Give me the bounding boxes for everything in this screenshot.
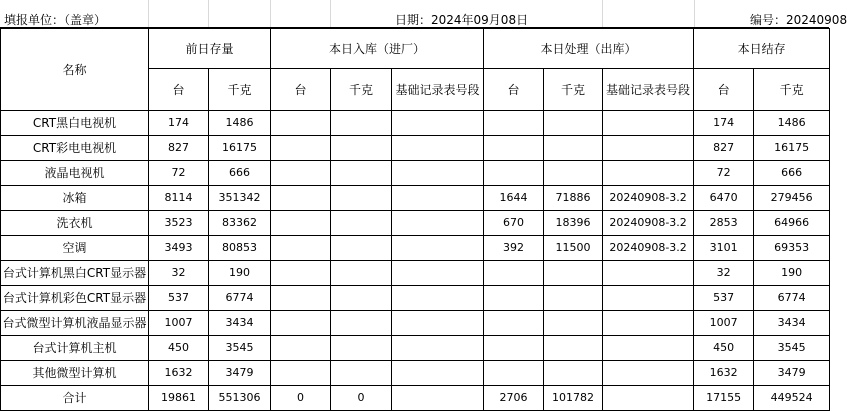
cell-out-rec[interactable]: 20240908-3.2	[603, 211, 694, 236]
cell-prev-tai[interactable]: 3523	[149, 211, 209, 236]
cell-in-kg[interactable]: 0	[331, 386, 392, 411]
column-header-kg: 千克	[754, 69, 830, 111]
table-row	[1, 286, 830, 311]
cell-prev-kg[interactable]: 351342	[209, 186, 271, 211]
cell-out-rec[interactable]	[603, 286, 694, 311]
table-row	[1, 336, 830, 361]
cell-prev-tai[interactable]: 72	[149, 161, 209, 186]
cell-bal-kg[interactable]: 3479	[754, 361, 830, 386]
gridline	[694, 0, 695, 28]
cell-name[interactable]: 空调	[1, 236, 149, 261]
cell-prev-kg[interactable]: 6774	[209, 286, 271, 311]
report-header	[0, 0, 847, 28]
cell-in-kg[interactable]	[331, 161, 392, 186]
total-row	[1, 386, 830, 411]
cell-bal-kg[interactable]: 449524	[754, 386, 830, 411]
reporting-unit-label: 填报单位：（盖章）	[4, 13, 107, 27]
cell-out-rec[interactable]	[603, 136, 694, 161]
cell-out-kg[interactable]: 18396	[544, 211, 603, 236]
cell-bal-kg[interactable]: 6774	[754, 286, 830, 311]
column-group-inbound: 本日入库（进厂）	[271, 29, 484, 69]
cell-in-kg[interactable]	[331, 211, 392, 236]
report-date: 日期：2024年09月08日	[395, 13, 529, 27]
cell-out-tai[interactable]	[484, 311, 544, 336]
cell-in-kg[interactable]	[331, 186, 392, 211]
table-row	[1, 236, 830, 261]
cell-prev-tai[interactable]: 174	[149, 111, 209, 136]
column-header-units: 台	[484, 69, 544, 111]
table-body	[1, 29, 830, 411]
cell-name[interactable]: 台式计算机主机	[1, 336, 149, 361]
cell-bal-kg[interactable]: 190	[754, 261, 830, 286]
cell-out-kg[interactable]: 11500	[544, 236, 603, 261]
column-header-kg: 千克	[331, 69, 392, 111]
cell-name[interactable]: CRT彩电电视机	[1, 136, 149, 161]
cell-prev-kg[interactable]: 83362	[209, 211, 271, 236]
cell-out-tai[interactable]	[484, 111, 544, 136]
cell-out-tai[interactable]	[484, 161, 544, 186]
column-header-record-range: 基础记录表号段	[603, 69, 694, 111]
cell-out-tai[interactable]	[484, 336, 544, 361]
cell-in-kg[interactable]	[331, 111, 392, 136]
cell-prev-tai[interactable]: 827	[149, 136, 209, 161]
cell-prev-tai[interactable]: 1007	[149, 311, 209, 336]
cell-bal-tai[interactable]: 72	[694, 161, 754, 186]
table-row	[1, 161, 830, 186]
report-code: 编号：20240908	[750, 13, 847, 27]
cell-out-tai[interactable]: 392	[484, 236, 544, 261]
cell-prev-kg[interactable]: 80853	[209, 236, 271, 261]
cell-out-kg[interactable]	[544, 361, 603, 386]
cell-in-kg[interactable]	[331, 261, 392, 286]
cell-in-tai[interactable]	[271, 111, 331, 136]
cell-in-kg[interactable]	[331, 236, 392, 261]
cell-prev-kg[interactable]: 3434	[209, 311, 271, 336]
cell-name[interactable]: 台式微型计算机液晶显示器	[1, 311, 149, 336]
cell-in-kg[interactable]	[331, 286, 392, 311]
cell-prev-kg[interactable]: 190	[209, 261, 271, 286]
cell-prev-kg[interactable]: 16175	[209, 136, 271, 161]
cell-out-rec[interactable]	[603, 111, 694, 136]
cell-bal-tai[interactable]: 6470	[694, 186, 754, 211]
cell-prev-tai[interactable]: 8114	[149, 186, 209, 211]
cell-out-rec[interactable]	[603, 336, 694, 361]
column-group-prev-stock: 前日存量	[149, 29, 271, 69]
cell-out-tai[interactable]: 670	[484, 211, 544, 236]
cell-out-tai[interactable]: 1644	[484, 186, 544, 211]
cell-name[interactable]: 其他微型计算机	[1, 361, 149, 386]
cell-prev-tai[interactable]: 450	[149, 336, 209, 361]
cell-in-kg[interactable]	[331, 361, 392, 386]
column-group-balance: 本日结存	[694, 29, 830, 69]
cell-out-rec[interactable]	[603, 261, 694, 286]
cell-prev-tai[interactable]: 19861	[149, 386, 209, 411]
cell-in-tai[interactable]	[271, 136, 331, 161]
column-group-processed: 本日处理（出库）	[484, 29, 694, 69]
cell-bal-tai[interactable]: 537	[694, 286, 754, 311]
cell-out-kg[interactable]	[544, 161, 603, 186]
cell-in-tai[interactable]	[271, 161, 331, 186]
cell-out-tai[interactable]	[484, 261, 544, 286]
cell-out-rec[interactable]	[603, 386, 694, 411]
table-row	[1, 186, 830, 211]
cell-prev-kg[interactable]: 3545	[209, 336, 271, 361]
cell-out-kg[interactable]	[544, 286, 603, 311]
cell-bal-tai[interactable]: 3101	[694, 236, 754, 261]
table-row	[1, 261, 830, 286]
cell-in-rec[interactable]	[392, 236, 484, 261]
cell-bal-tai[interactable]: 2853	[694, 211, 754, 236]
table-row	[1, 311, 830, 336]
cell-in-rec[interactable]	[392, 336, 484, 361]
cell-out-kg[interactable]	[544, 336, 603, 361]
cell-bal-tai[interactable]: 174	[694, 111, 754, 136]
cell-name[interactable]: 台式计算机彩色CRT显示器	[1, 286, 149, 311]
cell-prev-tai[interactable]: 3493	[149, 236, 209, 261]
cell-in-tai[interactable]	[271, 336, 331, 361]
cell-prev-tai[interactable]: 537	[149, 286, 209, 311]
cell-prev-tai[interactable]: 32	[149, 261, 209, 286]
gridline	[208, 0, 209, 28]
column-header-kg: 千克	[209, 69, 271, 111]
cell-in-rec[interactable]	[392, 186, 484, 211]
cell-name[interactable]: 台式计算机黑白CRT显示器	[1, 261, 149, 286]
cell-bal-tai[interactable]: 1007	[694, 311, 754, 336]
column-header-record-range: 基础记录表号段	[392, 69, 484, 111]
cell-out-tai[interactable]: 2706	[484, 386, 544, 411]
table-row	[1, 211, 830, 236]
cell-out-kg[interactable]: 71886	[544, 186, 603, 211]
cell-bal-kg[interactable]: 16175	[754, 136, 830, 161]
cell-in-kg[interactable]	[331, 136, 392, 161]
cell-in-tai[interactable]	[271, 311, 331, 336]
cell-bal-kg[interactable]: 64966	[754, 211, 830, 236]
cell-bal-kg[interactable]: 69353	[754, 236, 830, 261]
cell-bal-kg[interactable]: 1486	[754, 111, 830, 136]
cell-in-rec[interactable]	[392, 386, 484, 411]
cell-out-rec[interactable]: 20240908-3.2	[603, 236, 694, 261]
cell-prev-kg[interactable]: 666	[209, 161, 271, 186]
cell-in-tai[interactable]	[271, 361, 331, 386]
cell-bal-tai[interactable]: 32	[694, 261, 754, 286]
column-header-kg: 千克	[544, 69, 603, 111]
cell-out-kg[interactable]: 101782	[544, 386, 603, 411]
cell-in-kg[interactable]	[331, 336, 392, 361]
cell-bal-tai[interactable]: 1632	[694, 361, 754, 386]
cell-prev-kg[interactable]: 551306	[209, 386, 271, 411]
column-header-units: 台	[694, 69, 754, 111]
gridline	[148, 0, 149, 28]
cell-in-tai[interactable]	[271, 186, 331, 211]
cell-prev-tai[interactable]: 1632	[149, 361, 209, 386]
table-row	[1, 111, 830, 136]
cell-in-kg[interactable]	[331, 311, 392, 336]
cell-bal-kg[interactable]: 666	[754, 161, 830, 186]
column-header-units: 台	[271, 69, 331, 111]
cell-name[interactable]: 液晶电视机	[1, 161, 149, 186]
cell-name[interactable]: CRT黑白电视机	[1, 111, 149, 136]
inventory-table	[0, 28, 830, 411]
cell-in-rec[interactable]	[392, 211, 484, 236]
cell-in-rec[interactable]	[392, 361, 484, 386]
cell-in-tai[interactable]	[271, 236, 331, 261]
cell-out-tai[interactable]	[484, 286, 544, 311]
cell-name[interactable]: 洗衣机	[1, 211, 149, 236]
cell-out-rec[interactable]	[603, 361, 694, 386]
cell-name[interactable]: 冰箱	[1, 186, 149, 211]
cell-in-rec[interactable]	[392, 111, 484, 136]
gridline	[270, 0, 271, 28]
cell-bal-tai[interactable]: 827	[694, 136, 754, 161]
cell-in-rec[interactable]	[392, 136, 484, 161]
cell-in-rec[interactable]	[392, 311, 484, 336]
cell-in-tai[interactable]: 0	[271, 386, 331, 411]
cell-out-rec[interactable]	[603, 161, 694, 186]
header-row-groups	[1, 29, 830, 69]
cell-prev-kg[interactable]: 1486	[209, 111, 271, 136]
cell-out-kg[interactable]	[544, 311, 603, 336]
cell-bal-kg[interactable]: 3434	[754, 311, 830, 336]
cell-in-rec[interactable]	[392, 261, 484, 286]
column-header-name: 名称	[1, 29, 149, 111]
gridline	[330, 0, 331, 28]
cell-in-tai[interactable]	[271, 261, 331, 286]
cell-in-tai[interactable]	[271, 211, 331, 236]
cell-out-kg[interactable]	[544, 111, 603, 136]
cell-prev-kg[interactable]: 3479	[209, 361, 271, 386]
cell-out-rec[interactable]	[603, 311, 694, 336]
cell-out-tai[interactable]	[484, 361, 544, 386]
column-header-units: 台	[149, 69, 209, 111]
cell-in-rec[interactable]	[392, 161, 484, 186]
cell-out-kg[interactable]	[544, 261, 603, 286]
cell-bal-tai[interactable]: 450	[694, 336, 754, 361]
table-row	[1, 136, 830, 161]
cell-out-kg[interactable]	[544, 136, 603, 161]
cell-bal-kg[interactable]: 3545	[754, 336, 830, 361]
cell-name[interactable]: 合计	[1, 386, 149, 411]
cell-in-rec[interactable]	[392, 286, 484, 311]
cell-in-tai[interactable]	[271, 286, 331, 311]
cell-bal-tai[interactable]: 17155	[694, 386, 754, 411]
gridline	[602, 0, 603, 28]
table-row	[1, 361, 830, 386]
cell-out-tai[interactable]	[484, 136, 544, 161]
cell-bal-kg[interactable]: 279456	[754, 186, 830, 211]
cell-out-rec[interactable]: 20240908-3.2	[603, 186, 694, 211]
